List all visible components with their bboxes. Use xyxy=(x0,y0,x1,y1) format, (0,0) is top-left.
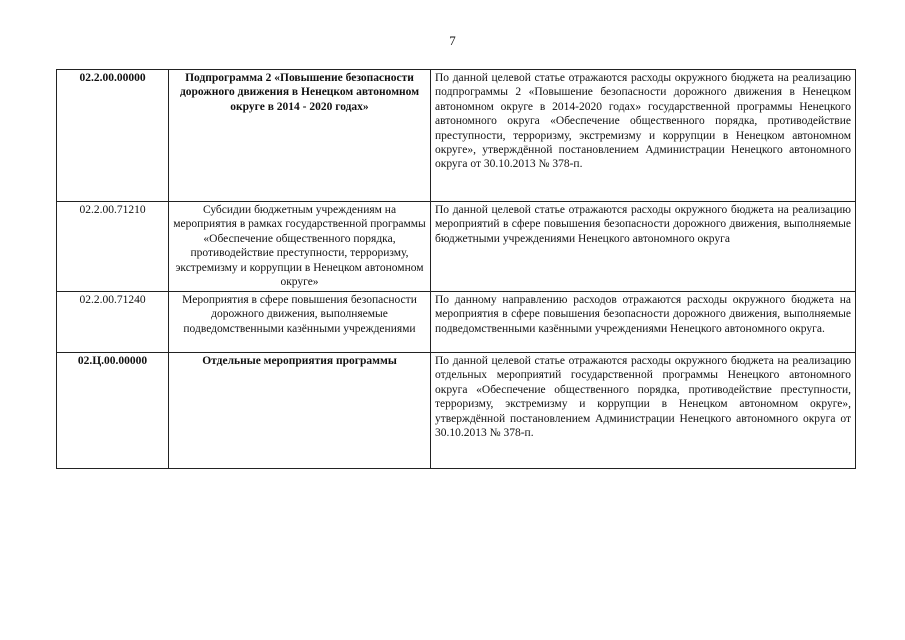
target-article-description: По данной целевой статье отражаются расходы окружного бюджета на реализацию мероприятий в сфере повышения безопасности дорожного движения, выполняемые бюджетными учреждениями Ненецкого автономного округа xyxy=(431,202,856,292)
target-article-description: По данной целевой статье отражаются расходы окружного бюджета на реализацию отдельных мероприятий государственной программы Ненецкого автономного округа «Обеспечение общественного порядка, противодействие преступности, терроризму, экстремизму и коррупции в Ненецком автономном округе», утверждённой постановлением Администрации Ненецкого автономного округа от 30.10.2013 № 378-п. xyxy=(431,353,856,469)
table-row xyxy=(57,292,856,353)
target-article-code: 02.2.00.71240 xyxy=(57,292,169,353)
target-article-description: По данной целевой статье отражаются расходы окружного бюджета на реализацию подпрограммы 2 «Повышение безопасности дорожного движения в Ненецком автономном округе в 2014-2020 годах» государственной программы Ненецкого автономного округа «Обеспечение общественного порядка, противодействие преступности, терроризму, экстремизму и коррупции в Ненецком автономном округе», утверждённой постановлением Администрации Ненецкого автономного округа от 30.10.2013 № 378-п. xyxy=(431,70,856,202)
target-article-name: Отдельные мероприятия программы xyxy=(169,353,431,469)
target-article-code: 02.2.00.71210 xyxy=(57,202,169,292)
table-row xyxy=(57,202,856,292)
budget-classification-table xyxy=(56,69,856,469)
table-row xyxy=(57,70,856,202)
target-article-name: Подпрограмма 2 «Повышение безопасности дорожного движения в Ненецком автономном округе в 2014 - 2020 годах» xyxy=(169,70,431,202)
target-article-description: По данному направлению расходов отражаются расходы окружного бюджета на мероприятия в сфере повышения безопасности дорожного движения, выполняемые подведомственными казёнными учреждениями Ненецкого автономного округа. xyxy=(431,292,856,353)
table-row xyxy=(57,353,856,469)
target-article-code: 02.Ц.00.00000 xyxy=(57,353,169,469)
target-article-code: 02.2.00.00000 xyxy=(57,70,169,202)
target-article-name: Мероприятия в сфере повышения безопасности дорожного движения, выполняемые подведомственными казёнными учреждениями xyxy=(169,292,431,353)
target-article-name: Субсидии бюджетным учреждениям на мероприятия в рамках государственной программы «Обеспечение общественного порядка, противодействие преступности, терроризму, экстремизму и коррупции в Ненецком автономном округе» xyxy=(169,202,431,292)
page-number: 7 xyxy=(449,33,456,48)
